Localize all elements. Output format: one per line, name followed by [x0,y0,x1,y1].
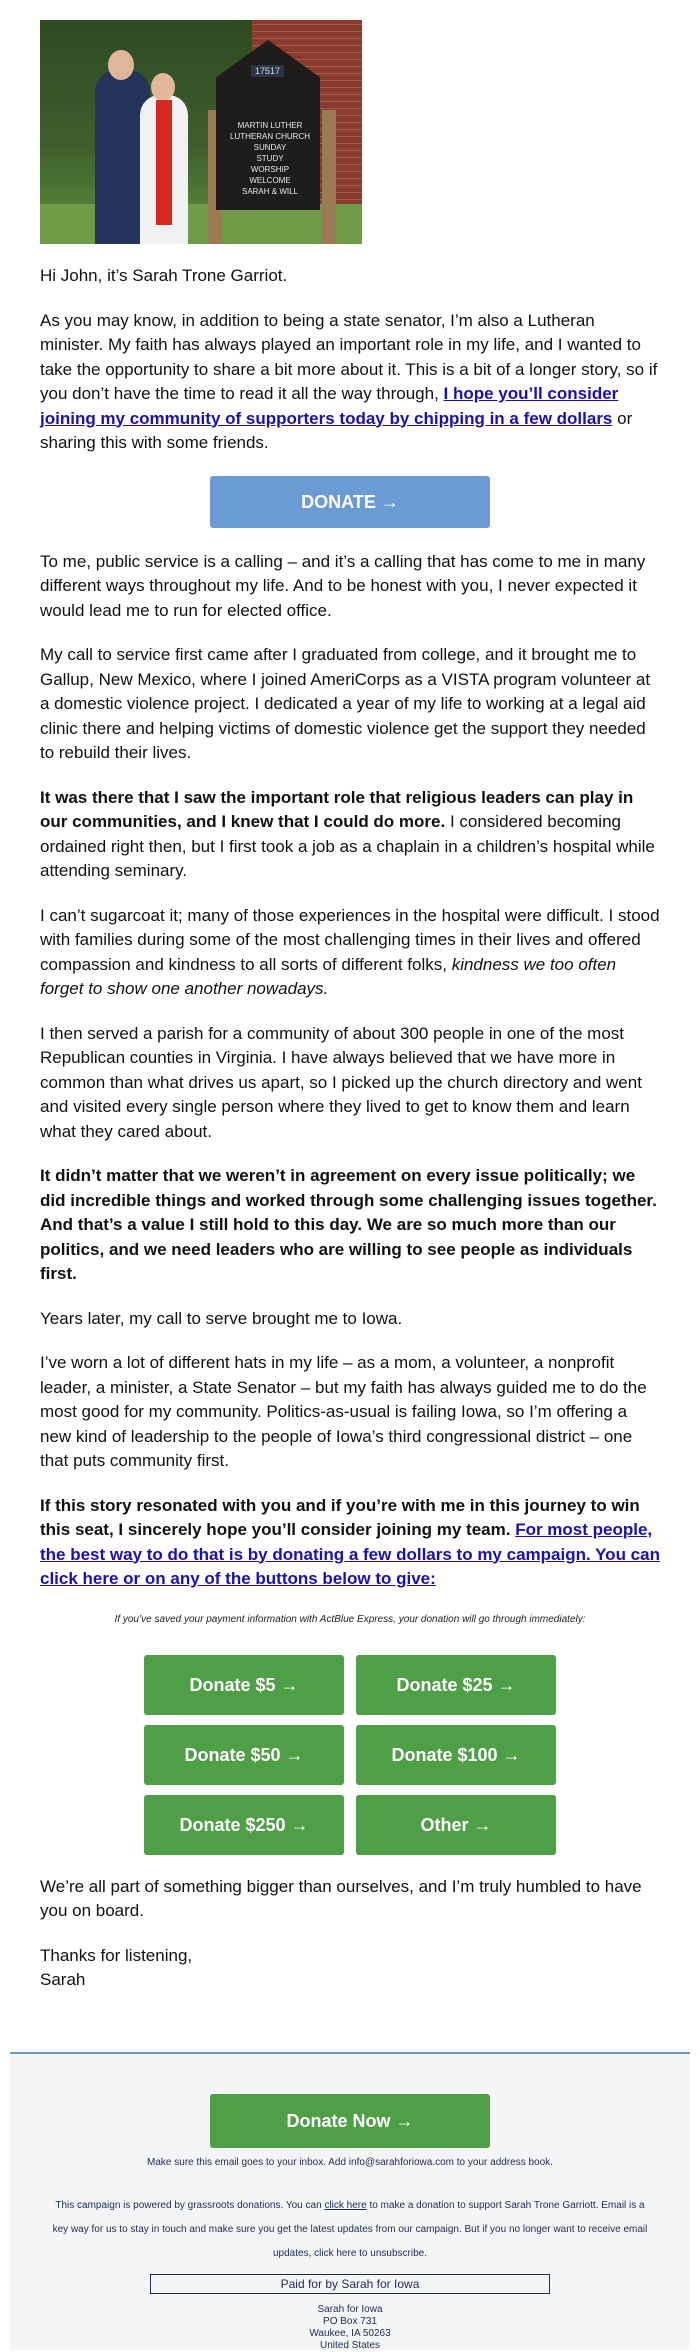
footer [10,2052,690,2350]
address-line: Waukee, IA 50263 [309,2328,391,2339]
inbox-note: Make sure this email goes to your inbox. Add info@sarahforiowa.com to your address book. [147,2157,553,2168]
text: This campaign is powered by grassroots donations. You can [55,2200,325,2211]
donate-5-button[interactable]: Donate $5 → [144,1655,344,1715]
campaign-photo [40,20,362,244]
actblue-note: If you’ve saved your payment information with ActBlue Express, your donation will go through immediately: [114,1613,586,1625]
paragraph: We’re all part of something bigger than ourselves, and I’m truly humbled to have you on board. [40,1876,642,1920]
paragraph-cta [40,1494,660,1592]
signoff [40,1944,660,1993]
donate-link[interactable]: For most people, the best way to do that is by donating a few dollars to my campaign. You can click here or on any of the buttons below to give: [40,1520,660,1588]
donate-link[interactable]: I hope you’ll consider joining my community of supporters today by chipping in a few dollars [40,384,619,428]
text: I can’t sugarcoat it; many of those experiences in the hospital were difficult. I stood with families during some of the most challenging times in their lives and offered compassion and kindness to all sorts of different folks, [40,905,660,974]
sign-text: MARTIN LUTHER LUTHERAN CHURCH SUNDAY STUDY WORSHIP WELCOME SARAH & WILL [230,121,311,196]
address-line: United States [319,2340,381,2351]
click-here-link[interactable]: click here [324,2200,367,2211]
sign-number: 17517 [251,65,284,77]
signature: Sarah [40,1970,86,1989]
greeting: Hi John, it’s Sarah Trone Garriot. [40,266,288,285]
donate-button[interactable]: DONATE → [210,476,490,528]
bold-text: It was there that I saw the important role that religious leaders can play in our communities, and I knew that I could do more. [40,787,634,831]
donate-now-button[interactable]: Donate Now → [210,2094,490,2148]
text: I considered becoming ordained right then, but I first took a job as a chaplain in a children’s hospital while attending seminary. [40,812,655,880]
italic-text: kindness we too often forget to show one another nowadays. [40,954,617,998]
bold-text: If this story resonated with you and if you’re with me in this journey to win this seat, I sincerely hope you’ll consider joining my team. [40,1495,640,1539]
paid-for-box: Paid for by Sarah for Iowa [150,2274,550,2294]
paragraph [40,904,660,1002]
donate-25-button[interactable]: Donate $25 → [356,1655,556,1715]
donate-50-button[interactable]: Donate $50 → [144,1725,344,1785]
text: to make a donation to support Sarah Trone Garriott. [366,2200,599,2211]
donate-amount-grid [40,1655,660,1855]
paragraph: Years later, my call to serve brought me to Iowa. [40,1308,403,1328]
paragraph [40,786,660,884]
paragraph: I then served a parish for a community of about 300 people in one of the most Republican counties in Virginia. I have always believed that we have more in common than what drives us apart, so I picked up the church directory and went and visited every single person where they lived to get to know them and learn what they cared about. [40,1023,642,1141]
donate-100-button[interactable]: Donate $100 → [356,1725,556,1785]
donate-250-button[interactable]: Donate $250 → [144,1795,344,1855]
signoff-text: Thanks for listening, [40,1945,193,1965]
text: or sharing this with some friends. [40,408,633,452]
donate-other-button[interactable]: Other → [356,1795,556,1855]
unsubscribe-link[interactable]: Email is a key way for us to stay in touch and make sure you get the latest updates from our campaign. But if you no longer want to receive email updates, click here to unsubscribe. [52,2200,648,2259]
paragraph: My call to service first came after I graduated from college, and it brought me to Gallup, New Mexico, where I joined AmeriCorps as a VISTA program volunteer at a domestic violence project. I dedicated a year of my life to working at a legal aid clinic there and helping victims of domestic violence get the support they needed to rebuild their lives. [40,645,651,762]
address-line: PO Box 731 [323,2316,377,2327]
paragraph-intro [40,309,660,456]
paragraph: To me, public service is a calling – and it’s a calling that has come to me in many different ways throughout my life. And to be honest with you, I never expected it would lead me to run for elected office. [40,551,646,620]
text: As you may know, in addition to being a state senator, I’m also a Lutheran minister. My faith has always played an important role in my life, and I wanted to take the opportunity to share a bit more about it. This is a bit of a longer story, so if you don’t have the time to read it all the way through, [40,310,658,403]
paragraph: I’ve worn a lot of different hats in my life – as a mom, a volunteer, a nonprofit leader, a minister, a State Senator – but my faith has always guided me to do the most good for my community. Politics-as-usual is failing Iowa, so I’m offering a new kind of leadership to the people of Iowa’s third congressional district – one that puts community first. [40,1353,647,1470]
email-body [40,20,660,1993]
powered-note [50,2194,650,2266]
address-line: Sarah for Iowa [317,2304,383,2315]
paragraph-bold: It didn’t matter that we weren’t in agreement on every issue politically; we did incredible things and worked through some challenging issues together. And that’s a value I still hold to this day. We are so much more than our politics, and we need leaders who are willing to see people as individuals first. [40,1166,657,1283]
mailing-address [10,2304,690,2352]
